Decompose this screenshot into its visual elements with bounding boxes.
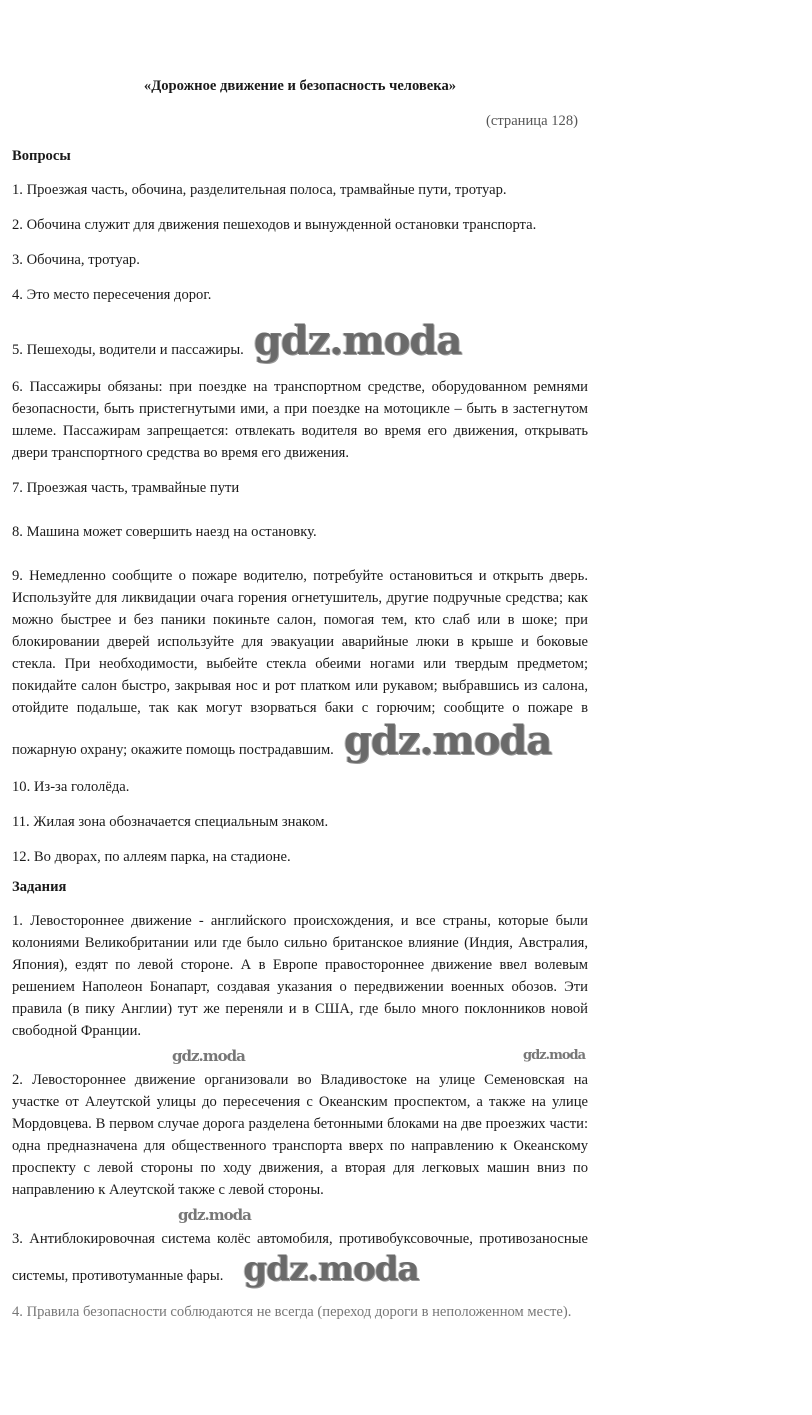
- task-answer: 2. Левостороннее движение организовали во Владивостоке на улице Семеновская на участке от Алеутской улицы до пересечения с Океанским проспектом, а также на улице Мордовцева. В первом случае дорога разделена бетонными блоками на две проезжих части: одна предназначена для общественного транспорта вверх по направлению к Океанскому проспекту с левой стороны по ходу движения, а вторая для легковых машин вниз по направлению к Алеутской также с левой стороны.: [12, 1072, 588, 1198]
- watermark: gdz.moda: [343, 717, 552, 764]
- question-answer: 6. Пассажиры обязаны: при поездке на транспортном средстве, оборудованном ремнями безопасности, быть пристегнутыми ими, а при поездке на мотоцикле – быть в застегнутом шлеме. Пассажирам запрещается: отвлекать водителя во время его движения, открывать двери транспортного средства во время его движения.: [12, 379, 588, 461]
- tasks-heading: Задания: [12, 879, 67, 895]
- task-answer: 1. Левостороннее движение - английского происхождения, и все страны, которые были колониями Великобритании или где было сильно британское влияние (Индия, Австралия, Япония), ездят по левой стороне. А в Европе правостороннее движение ввел волевым решением Наполеон Бонапарт, создавая указания о передвижении военных обозов. Эти правила (в пику Англии) тут же переняли и в США, где было много поклонников новой свободной Франции.: [12, 913, 588, 1039]
- questions-heading: Вопросы: [12, 148, 71, 164]
- watermark: gdz.moda: [253, 317, 462, 364]
- page-reference: (страница 128): [486, 113, 578, 129]
- watermark-row: [12, 1047, 588, 1067]
- question-answer: 3. Обочина, тротуар.: [12, 252, 140, 268]
- question-answer: 8. Машина может совершить наезд на остановку.: [12, 524, 317, 540]
- question-answer: 7. Проезжая часть, трамвайные пути: [12, 480, 240, 496]
- task-answer-text: 3. Антиблокировочная система колёс автомобиля, противобуксовочные, противозаносные системы, противотуманные фары.: [12, 1231, 588, 1284]
- document-title: «Дорожное движение и безопасность человека»: [143, 78, 457, 94]
- question-answer: 4. Это место пересечения дорог.: [12, 287, 212, 303]
- watermark: gdz.moda: [243, 1249, 419, 1289]
- watermark: gdz.moda: [172, 1047, 245, 1065]
- task-answer: [12, 1228, 588, 1288]
- question-answer: [12, 319, 588, 363]
- question-answer: 12. Во дворах, по аллеям парка, на стадионе.: [12, 849, 291, 865]
- watermark-row: [12, 1206, 588, 1226]
- question-answer: 10. Из-за гололёда.: [12, 779, 130, 795]
- question-answer: 2. Обочина служит для движения пешеходов и вынужденной остановки транспорта.: [12, 217, 537, 233]
- document-body: [12, 145, 588, 1336]
- task-answer: 4. Правила безопасности соблюдаются не всегда (переход дороги в неположенном месте).: [12, 1304, 572, 1320]
- question-answer-text: 9. Немедленно сообщите о пожаре водителю, потребуйте остановиться и открыть дверь. Используйте для ликвидации очага горения огнетушитель, другие подручные средства; как можно быстрее и без паники покиньте салон, помогая тем, кто слаб или в шоке; при блокировании дверей используйте для эвакуации аварийные люки в крыше и боковые стекла. При необходимости, выбейте стекла обеими ногами или твердым предметом; покидайте салон быстро, закрывая нос и рот платком или рукавом; выбравшись из салона, отойдите подальше, так как могут взорваться баки с горючим; сообщите о пожаре в пожарную охрану; окажите помощь пострадавшим.: [12, 568, 588, 758]
- question-answer-text: 5. Пешеходы, водители и пассажиры.: [12, 342, 244, 358]
- watermark: gdz.moda: [178, 1206, 251, 1224]
- question-answer: 11. Жилая зона обозначается специальным знаком.: [12, 814, 329, 830]
- watermark: gdz.moda: [523, 1048, 586, 1063]
- question-answer: [12, 565, 588, 763]
- question-answer: 1. Проезжая часть, обочина, разделительная полоса, трамвайные пути, тротуар.: [12, 182, 507, 198]
